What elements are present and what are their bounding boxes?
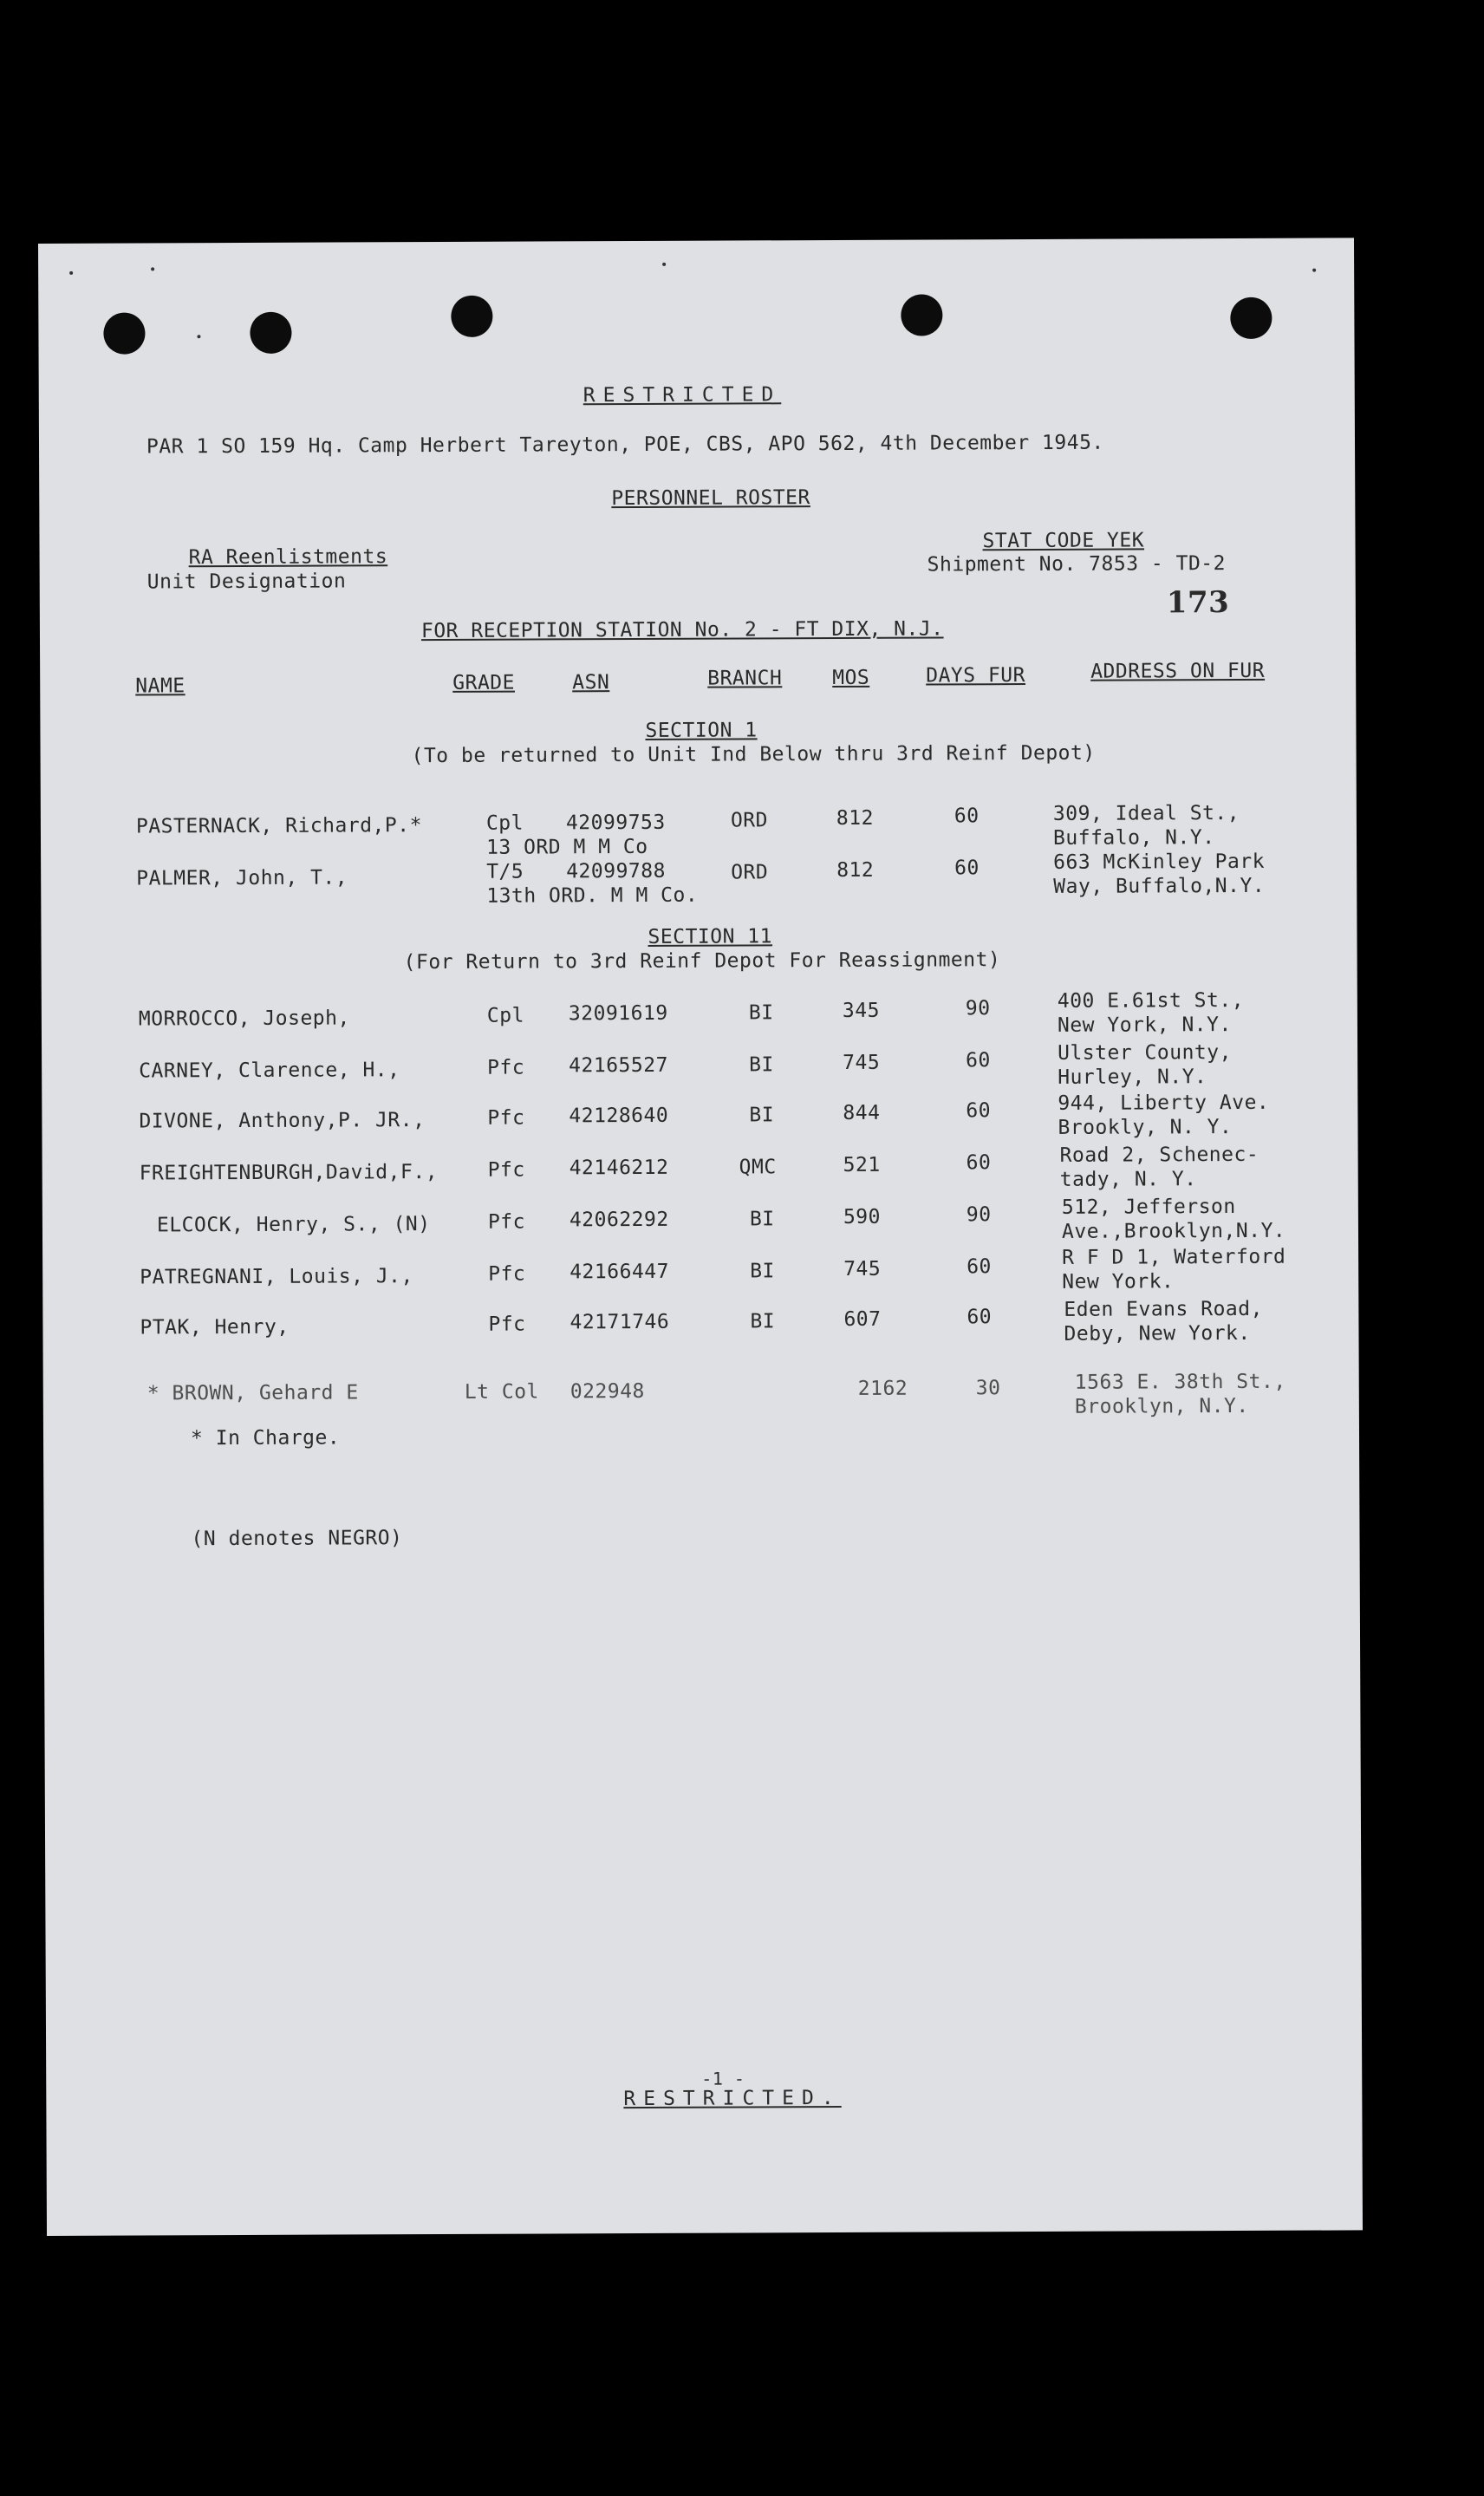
reception-station: FOR RECEPTION STATION No. 2 - FT DIX, N.J. <box>420 617 944 643</box>
row-days: 60 <box>966 1151 992 1175</box>
footnote-in-charge: * In Charge. <box>190 1426 341 1450</box>
row-address-2: Buffalo, N.Y. <box>1052 826 1215 850</box>
row-days: 60 <box>954 857 980 880</box>
speck <box>1312 269 1316 272</box>
roster-title: PERSONNEL ROSTER <box>611 486 810 511</box>
row-address-2: New York, N.Y. <box>1057 1013 1232 1037</box>
row-days: 60 <box>966 1049 991 1072</box>
row-mos: 812 <box>836 806 875 830</box>
row-name: PASTERNACK, Richard,P.* <box>135 814 422 838</box>
row-asn: 42099753 <box>565 811 666 835</box>
row-branch: BI <box>749 1053 774 1077</box>
row-branch: BI <box>749 1104 775 1127</box>
row-name: FREIGHTENBURGH,David,F., <box>139 1160 439 1185</box>
row-grade: Pfc <box>487 1210 526 1234</box>
row-asn: 42171746 <box>570 1310 670 1334</box>
row-days: 60 <box>954 805 980 828</box>
row-asn: 42166447 <box>570 1260 670 1284</box>
row-branch: BI <box>750 1260 775 1283</box>
punch-hole <box>451 296 492 337</box>
row-unit: 13th ORD. M M Co. <box>486 883 699 908</box>
row-grade: Pfc <box>488 1313 526 1336</box>
row-grade: Lt Col <box>464 1380 539 1404</box>
row-name: * BROWN, Gehard E <box>146 1381 359 1405</box>
row-address-1: 663 McKinley Park <box>1053 850 1266 874</box>
row-unit: 13 ORD M M Co <box>485 835 648 859</box>
speck <box>151 267 154 270</box>
row-name: MORROCCO, Joseph, <box>138 1007 350 1031</box>
row-asn: 42099788 <box>566 859 667 883</box>
document-page <box>38 238 1363 2236</box>
shipment-number: Shipment No. 7853 - TD-2 <box>927 552 1227 577</box>
row-address-1: 512, Jefferson <box>1061 1195 1236 1219</box>
row-mos: 345 <box>842 999 880 1022</box>
punch-hole <box>901 294 942 336</box>
row-address-1: 1563 E. 38th St., <box>1074 1370 1286 1394</box>
row-branch: BI <box>748 1001 774 1025</box>
row-address-1: Road 2, Schenec- <box>1059 1143 1259 1167</box>
row-days: 60 <box>967 1306 993 1329</box>
footnote-negro: (N denotes NEGRO) <box>191 1527 403 1551</box>
row-address-2: Ave.,Brooklyn,N.Y. <box>1061 1219 1286 1243</box>
section-1-title: SECTION 1 <box>645 719 758 742</box>
unit-designation-label: Unit Designation <box>146 570 347 594</box>
row-grade: Pfc <box>487 1056 525 1079</box>
row-address-2: Deby, New York. <box>1064 1321 1251 1346</box>
row-grade: Cpl <box>486 1004 524 1027</box>
row-branch: BI <box>750 1310 776 1333</box>
classification-top: RESTRICTED <box>583 383 782 407</box>
row-address-1: 400 E.61st St., <box>1057 988 1245 1013</box>
page-stamp: 173 <box>1166 585 1230 621</box>
col-header-asn: ASN <box>572 671 610 694</box>
row-days: 30 <box>975 1377 1001 1400</box>
row-mos: 745 <box>843 1257 882 1281</box>
row-asn: 32091619 <box>568 1001 668 1026</box>
page-number: -1 - <box>701 2068 745 2089</box>
row-address-1: R F D 1, Waterford <box>1062 1245 1286 1269</box>
row-grade: Pfc <box>487 1158 525 1182</box>
row-branch: ORD <box>730 809 769 832</box>
stat-code: STAT CODE YEK <box>982 529 1145 553</box>
row-address-2: New York. <box>1062 1270 1175 1294</box>
col-header-name: NAME <box>135 675 186 698</box>
row-address-1: Ulster County, <box>1058 1041 1233 1065</box>
col-header-address: ADDRESS ON FUR <box>1090 659 1266 683</box>
row-asn: 42165527 <box>569 1053 668 1078</box>
row-name: CARNEY, Clarence, H., <box>139 1059 400 1083</box>
row-days: 60 <box>967 1255 992 1279</box>
row-name: ELCOCK, Henry, S., (N) <box>156 1213 431 1237</box>
row-grade: Cpl <box>485 811 524 835</box>
col-header-grade: GRADE <box>452 671 516 694</box>
row-name: PATREGNANI, Louis, J., <box>140 1265 413 1289</box>
col-header-mos: MOS <box>832 666 870 690</box>
col-header-days-fur: DAYS FUR <box>926 664 1026 688</box>
row-mos: 812 <box>836 858 875 882</box>
speck <box>197 335 200 338</box>
row-mos: 745 <box>843 1051 881 1074</box>
row-address-2: Brooklyn, N.Y. <box>1074 1394 1249 1418</box>
row-days: 60 <box>966 1099 992 1123</box>
row-days: 90 <box>965 997 991 1020</box>
row-address-1: 309, Ideal St., <box>1052 801 1240 825</box>
row-branch: QMC <box>739 1156 777 1179</box>
row-mos: 844 <box>843 1101 881 1124</box>
punch-hole <box>1230 297 1272 339</box>
row-mos: 607 <box>843 1307 882 1331</box>
section-1-subtitle: (To be returned to Unit Ind Below thru 3rd Reinf Depot) <box>411 741 1096 768</box>
row-name: PTAK, Henry, <box>140 1315 290 1339</box>
row-address-2: Brookly, N. Y. <box>1058 1116 1233 1139</box>
row-asn: 022948 <box>570 1379 645 1404</box>
row-mos: 521 <box>843 1153 881 1176</box>
row-branch: BI <box>749 1208 775 1231</box>
row-asn: 42128640 <box>569 1104 669 1128</box>
row-name: DIVONE, Anthony,P. JR., <box>139 1109 426 1133</box>
row-days: 90 <box>966 1203 992 1227</box>
section-2-subtitle: (For Return to 3rd Reinf Depot For Reassignment) <box>403 948 1001 974</box>
row-mos: 2162 <box>857 1377 908 1400</box>
classification-bottom: RESTRICTED. <box>623 2086 842 2111</box>
unit-name: RA Reenlistments <box>188 545 388 570</box>
row-address-1: 944, Liberty Ave. <box>1058 1091 1270 1115</box>
row-address-2: Hurley, N.Y. <box>1058 1066 1207 1089</box>
row-asn: 42062292 <box>569 1208 669 1232</box>
row-name: PALMER, John, T., <box>136 866 348 890</box>
order-line: PAR 1 SO 159 Hq. Camp Herbert Tareyton, POE, CBS, APO 562, 4th December 1945. <box>146 431 1104 459</box>
section-2-title: SECTION 11 <box>648 925 773 948</box>
row-address-1: Eden Evans Road, <box>1064 1297 1263 1321</box>
speck <box>662 263 666 266</box>
row-branch: ORD <box>731 861 769 884</box>
row-grade: T/5 <box>486 860 524 883</box>
row-mos: 590 <box>843 1205 882 1228</box>
row-grade: Pfc <box>488 1262 526 1286</box>
row-asn: 42146212 <box>569 1156 669 1180</box>
punch-hole <box>103 312 145 354</box>
row-address-2: Way, Buffalo,N.Y. <box>1053 874 1266 898</box>
row-address-2: tady, N. Y. <box>1059 1168 1197 1191</box>
row-grade: Pfc <box>487 1106 525 1130</box>
speck <box>69 271 73 275</box>
punch-hole <box>250 312 291 354</box>
col-header-branch: BRANCH <box>707 667 783 690</box>
